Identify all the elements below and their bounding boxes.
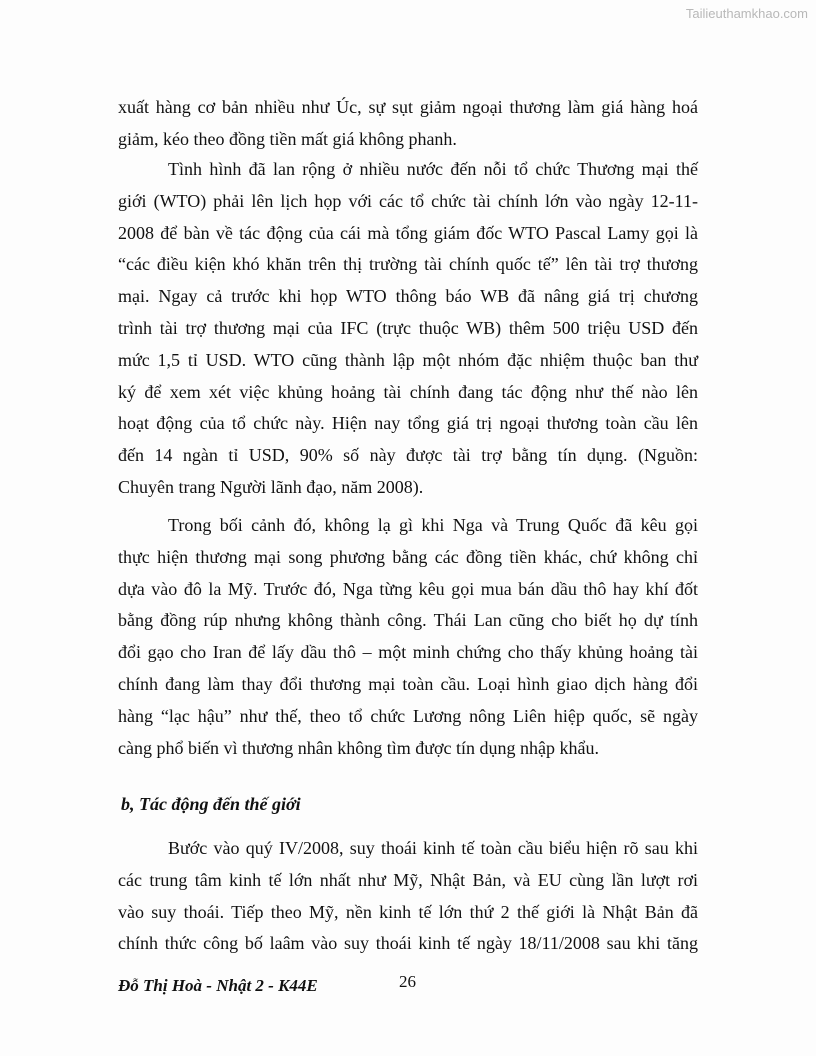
page-number: 26 [399, 972, 416, 991]
text-line: Bước vào quý IV/2008, suy thoái kinh tế toàn cầu biểu hiện rõ sau khi [168, 838, 698, 858]
text-line: ký để xem xét việc khủng hoảng tài chính đang tác động như thế nào lên [118, 381, 698, 402]
text-line: vào suy thoái. Tiếp theo Mỹ, nền kinh tế lớn thứ 2 thế giới là Nhật Bản đã [118, 901, 698, 922]
text-line: Trong bối cảnh đó, không lạ gì khi Nga và Trung Quốc đã kêu gọi [168, 515, 698, 535]
text-line: Chuyên trang Người lãnh đạo, năm 2008). [118, 477, 424, 497]
text-line: dựa vào đô la Mỹ. Trước đó, Nga từng kêu gọi mua bán dầu thô hay khí đốt [118, 578, 698, 599]
text-line: các trung tâm kinh tế lớn nhất như Mỹ, Nhật Bản, và EU cùng lần lượt rơi [118, 869, 698, 890]
text-line: đến 14 ngàn tỉ USD, 90% số này được tài trợ bằng tín dụng. (Nguồn: [118, 445, 698, 466]
text-line: bằng đồng rúp nhưng không thành công. Thái Lan cũng cho biết họ dự tính [118, 610, 698, 631]
text-line: càng phổ biến vì thương nhân không tìm được tín dụng nhập khẩu. [118, 737, 599, 758]
text-line: giới (WTO) phải lên lịch họp với các tổ chức tài chính lớn vào ngày 12-11- [118, 190, 698, 211]
text-line: mại. Ngay cả trước khi họp WTO thông báo WB đã nâng giá trị chương [118, 286, 698, 307]
text-line: thực hiện thương mại song phương bằng các đồng tiền khác, chứ không chỉ [118, 546, 698, 567]
text-line: hàng “lạc hậu” như thế, theo tổ chức Lương nông Liên hiệp quốc, sẽ ngày [118, 705, 698, 726]
footer-author: Đỗ Thị Hoà - Nhật 2 - K44E [118, 976, 318, 995]
text-line: mức 1,5 tỉ USD. WTO cũng thành lập một nhóm đặc nhiệm thuộc ban thư [118, 349, 698, 370]
text-line: xuất hàng cơ bản nhiều như Úc, sự sụt giảm ngoại thương làm giá hàng hoá [118, 97, 698, 117]
text-line: chính thức công bố laâm vào suy thoái kinh tế ngày 18/11/2008 sau khi tăng [118, 933, 698, 954]
watermark: Tailieuthamkhao.com [685, 6, 808, 21]
text-line: Tình hình đã lan rộng ở nhiều nước đến nỗi tổ chức Thương mại thế [168, 159, 698, 179]
section-heading: b, Tác động đến thế giới [121, 794, 301, 814]
text-line: 2008 để bàn về tác động của cái mà tổng giám đốc WTO Pascal Lamy gọi là [118, 222, 698, 243]
text-line: đổi gạo cho Iran để lấy dầu thô – một minh chứng cho thấy khủng hoảng tài [118, 642, 698, 663]
text-line: hoạt động của tổ chức này. Hiện nay tổng giá trị ngoại thương toàn cầu lên [118, 413, 698, 434]
text-line: trình tài trợ thương mại của IFC (trực thuộc WB) thêm 500 triệu USD đến [118, 318, 698, 338]
text-line: giảm, kéo theo đồng tiền mất giá không phanh. [118, 128, 457, 149]
text-line: chính đang làm thay đổi thương mại toàn cầu. Loại hình giao dịch hàng đổi [118, 674, 698, 694]
text-line: “các điều kiện khó khăn trên thị trường tài chính quốc tế” lên tài trợ thương [118, 254, 698, 275]
